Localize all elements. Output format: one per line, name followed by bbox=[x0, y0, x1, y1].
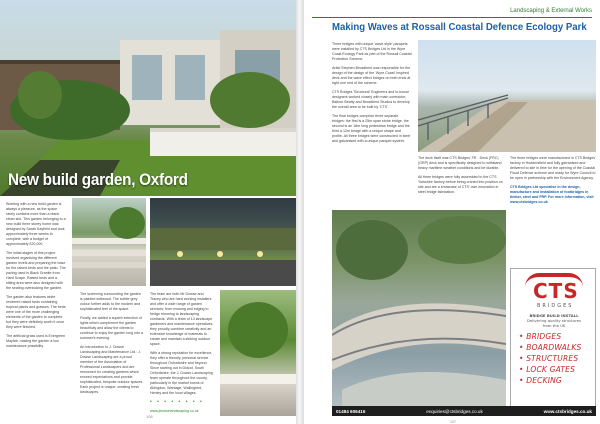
bridge-photo-top bbox=[418, 40, 596, 152]
paragraph: An Introduction to J. Dowse Landscaping and Maintenance Ltd.: J. Dowse Landscaping are a proud member of the Association of Professional Landscapers and are renowned for creating gardens which exceed expectations and provide sophisticated, bespoke outdoor spaces. Each project is unique, creating fresh landscapes. bbox=[80, 345, 144, 394]
phone-number[interactable]: 01484 606416 bbox=[336, 408, 366, 414]
paragraph: CTS Bridges 'Structural' Engineers and in-house designers worked closely with main contractor, Balfour Beatty and Broadbent Studios to develop the overall area to be built by 'CTS'. bbox=[332, 90, 410, 109]
tagline-line: Delivering quality structures bbox=[527, 318, 581, 323]
right-column-1 bbox=[332, 42, 412, 148]
service-item: • BOARDWALKS bbox=[519, 343, 582, 352]
service-item: • LOCK GATES bbox=[519, 365, 576, 374]
paragraph: The three bridges were manufactured in CTS Bridges' factory in Huddersfield and fully galvanised and delivered to site in time for the opening of the Coastal Flood Defence scheme and ready for Wyre Council to be open in partnership with the Environment Agency. bbox=[510, 156, 596, 180]
article-title: New build garden, Oxford bbox=[8, 170, 188, 189]
paragraph: With a strong reputation for excellence, they offer a friendly, personal service throughout Oxfordshire and beyond. Since starting out in Didcot, South Oxfordshire, the J. Dowse Landscaping team operate throughout the county, particularly in the market towns of Abingdon, Wantage, Wallingford, Henley and the local villages. bbox=[150, 351, 213, 395]
page-number: 107 bbox=[450, 420, 456, 424]
paragraph: Finally, we added a superb selection of lights which compliment the garden beautifully and allow the clients to continue to enjoy the garden long into a summer's evening. bbox=[80, 316, 143, 340]
email-link[interactable]: enquiries@ctsbridges.co.uk bbox=[426, 408, 483, 414]
paragraph: The team are both Mr Dowse and Tracey who are hard working installers and offer a wide range of garden services; from mowing and edging to hedge trimming to landscaping contracts. With a team of 14 landscape gardeners and maintenance operatives, they proudly combine creativity and an extensive knowledge of materials to create and maintain a striking outdoor space. bbox=[150, 292, 214, 346]
left-column-3 bbox=[150, 292, 214, 418]
cts-tagline bbox=[517, 313, 591, 328]
article-title: Making Waves at Rossall Coastal Defence Ecology Park bbox=[332, 22, 587, 33]
service-item: • DECKING bbox=[519, 376, 562, 385]
paragraph: Three bridges with unique 'wave style' parapets were installed by CTS Bridges Ltd in the Wyre Coast Ecology Park as part of the Rossall Coastal Protection Scheme. bbox=[332, 42, 412, 61]
tagline-line: from the UK bbox=[542, 323, 566, 328]
paragraph: Working with a new build garden is always a pleasure, as the space rarely contains more than a blank clean slot. This garden belonging to a new build three storey home was designed by Sarah Kayfield and took approximately three weeks to complete, with a budget of approximately £20,000. bbox=[6, 202, 66, 246]
right-page bbox=[304, 0, 600, 424]
service-item: • STRUCTURES bbox=[519, 354, 579, 363]
paragraph: The artificial grass used is Evergreen Mayfair, making the garden a low maintenance possibility. bbox=[6, 334, 66, 348]
website-link[interactable]: www.jdowselandscaping.co.uk bbox=[150, 409, 199, 413]
garden-illustration bbox=[0, 0, 296, 196]
right-column-3 bbox=[510, 156, 596, 209]
bridge-photo-aerial bbox=[332, 210, 506, 416]
paragraph: The screening surrounding the garden is painted softwood. The subtle grey colour further adds to the modern and sophisticated feel of the space. bbox=[80, 292, 141, 311]
cts-services-list bbox=[519, 331, 595, 386]
tagline-line: BRIDGE BUILD INSTALL bbox=[529, 313, 579, 318]
contact-paragraph: CTS Bridges Ltd specialise in the design, manufacture and installation of footbridges in timber, steel and FRP. For more information, visit www.ctsbridges.co.uk bbox=[510, 185, 594, 204]
paragraph: Artist Stephen Broadbent was responsible for the design of the design of the 'Wyre Coast' inspired deck and the wave effect bridges on both ends at right one end of the scheme. bbox=[332, 66, 411, 85]
left-column-2 bbox=[80, 292, 144, 399]
right-column-2 bbox=[418, 156, 504, 199]
website-link[interactable]: www.ctsbridges.co.uk bbox=[543, 408, 592, 414]
page-number: 106 bbox=[146, 414, 153, 419]
cts-logo: CTS bbox=[533, 279, 579, 303]
contact-bar bbox=[332, 406, 596, 416]
paragraph: The final bridges comprise three separate bridges: the first is a 25m span stone bridge, the second is an 18m long pedestrian bridge and the third a 12m bridge with a unique shape and profile. All three bridges were constructed in steel and galvanised with a unique parapet system. bbox=[332, 114, 411, 143]
service-item: • BRIDGES bbox=[519, 332, 562, 341]
cts-advert[interactable] bbox=[510, 268, 596, 416]
paragraph: The deck itself was CTS Bridges' FR - Deck (FRC) (GRP) deck and is specifically designed to withstand heavy maritime weather conditions and be durable. bbox=[418, 156, 502, 170]
section-header: Landscaping & External Works bbox=[510, 8, 592, 14]
paragraph: The garden also features white rendered raised beds containing tropical plants and grasses. The beds were one of the more challenging elements of the garden to complete but they were definitely worth it once they were finished. bbox=[6, 295, 66, 329]
paragraph: The initial stages of this project involved organising the different garden levels and preparing the base for the raised beds and the patio. The paving used is Black Granite from Hard Scape. Raised beds and a sitting area were also designed with the seating overlooking the garden. bbox=[6, 251, 66, 290]
garden-photo-evening bbox=[150, 198, 296, 286]
paragraph: All three bridges were fully assembled in the CTS Yorkshire factory before being craned into position on site and are a showcase of CTS' own innovation in steel bridge fabrication. bbox=[418, 175, 503, 194]
header-rule bbox=[312, 17, 592, 18]
left-page bbox=[0, 0, 296, 424]
link-dots: • • • • • • • • bbox=[150, 399, 204, 405]
left-column-1 bbox=[6, 202, 66, 353]
cts-logo-sub: BRIDGES bbox=[537, 303, 574, 309]
garden-photo-main bbox=[0, 0, 296, 196]
garden-photo-steps bbox=[72, 198, 146, 286]
spine-gutter bbox=[296, 0, 304, 424]
garden-photo-planting bbox=[220, 290, 296, 416]
